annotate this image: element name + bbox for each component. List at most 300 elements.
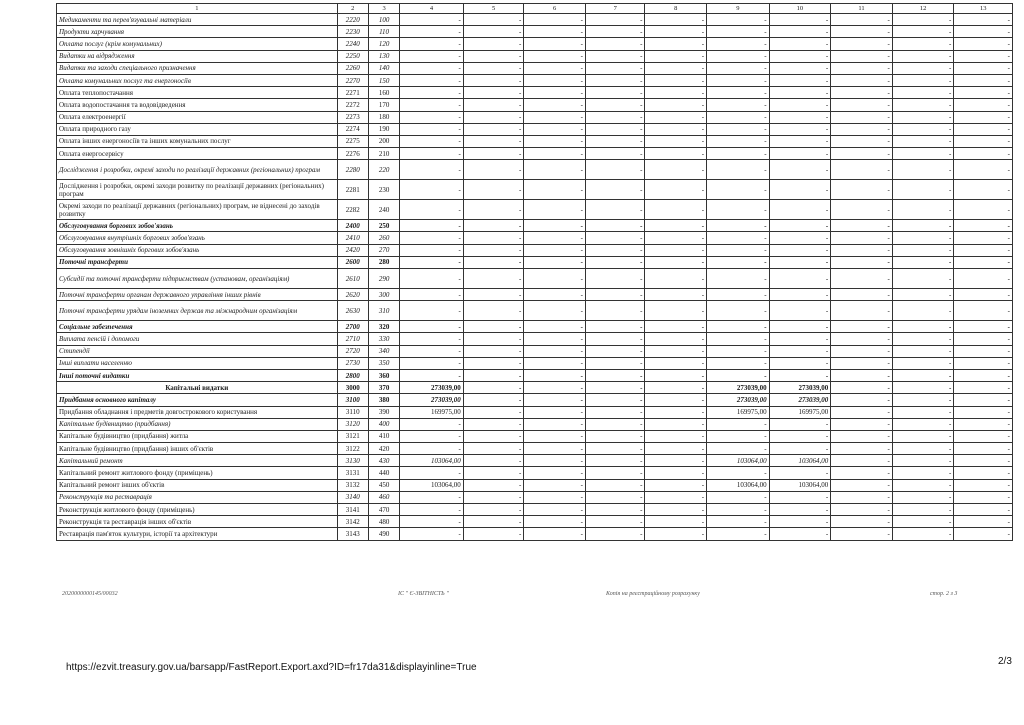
cell-col-11: - — [831, 220, 893, 232]
cell-col-8: - — [645, 369, 707, 381]
cell-col-8: - — [645, 220, 707, 232]
cell-col-6: - — [524, 491, 586, 503]
row-kekv-code: 2240 — [337, 38, 368, 50]
cell-col-5: - — [463, 50, 524, 62]
cell-col-6: - — [524, 200, 586, 220]
cell-col-9: - — [707, 74, 770, 86]
cell-col-6: - — [524, 62, 586, 74]
column-number-13: 13 — [954, 4, 1013, 14]
cell-col-8: - — [645, 479, 707, 491]
table-row — [57, 394, 1013, 406]
cell-col-10: - — [769, 321, 831, 333]
cell-col-7: - — [585, 269, 645, 289]
cell-col-9: - — [707, 14, 770, 26]
row-line-code: 340 — [368, 345, 399, 357]
cell-col-6: - — [524, 180, 586, 200]
cell-col-6: - — [524, 418, 586, 430]
browser-page-number: 2/3 — [998, 656, 1012, 667]
cell-col-13: - — [954, 357, 1013, 369]
cell-col-8: - — [645, 345, 707, 357]
cell-col-9: - — [707, 135, 770, 147]
cell-col-8: - — [645, 467, 707, 479]
cell-col-7: - — [585, 479, 645, 491]
table-row — [57, 99, 1013, 111]
row-name: Реконструкція та реставрація — [57, 491, 338, 503]
cell-col-13: - — [954, 26, 1013, 38]
cell-col-8: - — [645, 14, 707, 26]
cell-col-8: - — [645, 232, 707, 244]
cell-col-4: - — [400, 430, 464, 442]
cell-col-11: - — [831, 232, 893, 244]
cell-col-8: - — [645, 528, 707, 540]
cell-col-10: - — [769, 269, 831, 289]
cell-col-12: - — [892, 345, 954, 357]
cell-col-5: - — [463, 357, 524, 369]
cell-col-7: - — [585, 148, 645, 160]
row-line-code: 140 — [368, 62, 399, 74]
table-row — [57, 369, 1013, 381]
cell-col-5: - — [463, 479, 524, 491]
cell-col-12: - — [892, 467, 954, 479]
cell-col-9: - — [707, 289, 770, 301]
column-number-11: 11 — [831, 4, 893, 14]
cell-col-12: - — [892, 455, 954, 467]
cell-col-11: - — [831, 333, 893, 345]
cell-col-10: - — [769, 99, 831, 111]
cell-col-8: - — [645, 516, 707, 528]
table-row — [57, 269, 1013, 289]
cell-col-4: - — [400, 62, 464, 74]
column-number-9: 9 — [707, 4, 770, 14]
cell-col-13: - — [954, 382, 1013, 394]
table-row — [57, 528, 1013, 540]
cell-col-12: - — [892, 394, 954, 406]
cell-col-11: - — [831, 418, 893, 430]
row-name: Оплата водопостачання та водовідведення — [57, 99, 338, 111]
cell-col-8: - — [645, 333, 707, 345]
row-kekv-code: 2610 — [337, 269, 368, 289]
cell-col-6: - — [524, 14, 586, 26]
cell-col-9: - — [707, 220, 770, 232]
cell-col-7: - — [585, 111, 645, 123]
cell-col-6: - — [524, 301, 586, 321]
cell-col-7: - — [585, 99, 645, 111]
cell-col-6: - — [524, 455, 586, 467]
row-kekv-code: 3000 — [337, 382, 368, 394]
cell-col-9: - — [707, 38, 770, 50]
cell-col-9: 169975,00 — [707, 406, 770, 418]
cell-col-6: - — [524, 111, 586, 123]
row-name: Оплата енергосервісу — [57, 148, 338, 160]
cell-col-10: - — [769, 62, 831, 74]
cell-col-6: - — [524, 26, 586, 38]
cell-col-5: - — [463, 62, 524, 74]
cell-col-10: - — [769, 491, 831, 503]
cell-col-11: - — [831, 99, 893, 111]
table-row — [57, 443, 1013, 455]
cell-col-12: - — [892, 382, 954, 394]
cell-col-9: - — [707, 180, 770, 200]
cell-col-11: - — [831, 62, 893, 74]
row-line-code: 150 — [368, 74, 399, 86]
cell-col-11: - — [831, 14, 893, 26]
cell-col-5: - — [463, 491, 524, 503]
cell-col-7: - — [585, 26, 645, 38]
table-row — [57, 220, 1013, 232]
cell-col-4: - — [400, 357, 464, 369]
cell-col-9: - — [707, 160, 770, 180]
cell-col-4: - — [400, 99, 464, 111]
row-kekv-code: 3110 — [337, 406, 368, 418]
row-kekv-code: 2273 — [337, 111, 368, 123]
footer-doc-id: 2020000000145/00032 — [62, 591, 118, 597]
cell-col-9: - — [707, 123, 770, 135]
cell-col-4: - — [400, 180, 464, 200]
cell-col-4: - — [400, 528, 464, 540]
cell-col-6: - — [524, 232, 586, 244]
cell-col-7: - — [585, 123, 645, 135]
cell-col-7: - — [585, 504, 645, 516]
cell-col-5: - — [463, 148, 524, 160]
cell-col-10: - — [769, 345, 831, 357]
cell-col-5: - — [463, 418, 524, 430]
cell-col-8: - — [645, 160, 707, 180]
cell-col-11: - — [831, 479, 893, 491]
cell-col-7: - — [585, 135, 645, 147]
row-name: Видатки та заходи спеціального призначення — [57, 62, 338, 74]
cell-col-8: - — [645, 123, 707, 135]
cell-col-5: - — [463, 289, 524, 301]
row-kekv-code: 3132 — [337, 479, 368, 491]
cell-col-10: - — [769, 14, 831, 26]
table-row — [57, 382, 1013, 394]
row-name: Капітальне будівництво (придбання) — [57, 418, 338, 430]
cell-col-6: - — [524, 135, 586, 147]
row-line-code: 300 — [368, 289, 399, 301]
cell-col-13: - — [954, 301, 1013, 321]
cell-col-12: - — [892, 232, 954, 244]
cell-col-13: - — [954, 467, 1013, 479]
cell-col-7: - — [585, 38, 645, 50]
cell-col-13: - — [954, 87, 1013, 99]
row-line-code: 200 — [368, 135, 399, 147]
row-line-code: 490 — [368, 528, 399, 540]
row-name: Оплата інших енергоносіїв та інших комунальних послуг — [57, 135, 338, 147]
row-name: Медикаменти та перев'язувальні матеріали — [57, 14, 338, 26]
row-name: Капітальне будівництво (придбання) житла — [57, 430, 338, 442]
row-line-code: 270 — [368, 244, 399, 256]
row-line-code: 350 — [368, 357, 399, 369]
row-name: Капітальний ремонт житлового фонду (приміщень) — [57, 467, 338, 479]
cell-col-8: - — [645, 180, 707, 200]
cell-col-12: - — [892, 200, 954, 220]
cell-col-5: - — [463, 528, 524, 540]
row-name: Капітальний ремонт — [57, 455, 338, 467]
cell-col-13: - — [954, 111, 1013, 123]
cell-col-12: - — [892, 321, 954, 333]
row-line-code: 290 — [368, 269, 399, 289]
cell-col-10: - — [769, 50, 831, 62]
row-line-code: 230 — [368, 180, 399, 200]
cell-col-12: - — [892, 111, 954, 123]
cell-col-13: - — [954, 50, 1013, 62]
cell-col-11: - — [831, 148, 893, 160]
cell-col-12: - — [892, 289, 954, 301]
cell-col-12: - — [892, 74, 954, 86]
cell-col-5: - — [463, 220, 524, 232]
cell-col-6: - — [524, 430, 586, 442]
cell-col-10: - — [769, 418, 831, 430]
cell-col-10: - — [769, 516, 831, 528]
cell-col-12: - — [892, 87, 954, 99]
cell-col-9: - — [707, 369, 770, 381]
cell-col-4: - — [400, 220, 464, 232]
cell-col-6: - — [524, 345, 586, 357]
report-table-body — [57, 4, 1013, 541]
cell-col-7: - — [585, 87, 645, 99]
row-name: Продукти харчування — [57, 26, 338, 38]
cell-col-9: - — [707, 256, 770, 268]
cell-col-9: - — [707, 345, 770, 357]
cell-col-6: - — [524, 528, 586, 540]
cell-col-4: - — [400, 333, 464, 345]
cell-col-4: - — [400, 443, 464, 455]
cell-col-11: - — [831, 369, 893, 381]
row-line-code: 450 — [368, 479, 399, 491]
row-name: Дослідження і розробки, окремі заходи розвитку по реалізації державних (регіональних) програм — [57, 180, 338, 200]
row-line-code: 470 — [368, 504, 399, 516]
row-kekv-code: 3130 — [337, 455, 368, 467]
cell-col-11: - — [831, 301, 893, 321]
cell-col-8: - — [645, 87, 707, 99]
cell-col-12: - — [892, 491, 954, 503]
row-line-code: 370 — [368, 382, 399, 394]
cell-col-7: - — [585, 321, 645, 333]
cell-col-6: - — [524, 220, 586, 232]
cell-col-13: - — [954, 38, 1013, 50]
cell-col-12: - — [892, 160, 954, 180]
row-kekv-code: 2730 — [337, 357, 368, 369]
cell-col-6: - — [524, 357, 586, 369]
row-name: Придбання обладнання і предметів довгострокового користування — [57, 406, 338, 418]
cell-col-11: - — [831, 455, 893, 467]
cell-col-7: - — [585, 74, 645, 86]
row-name: Видатки на відрядження — [57, 50, 338, 62]
cell-col-7: - — [585, 430, 645, 442]
cell-col-11: - — [831, 269, 893, 289]
cell-col-13: - — [954, 289, 1013, 301]
cell-col-12: - — [892, 123, 954, 135]
cell-col-9: - — [707, 333, 770, 345]
row-kekv-code: 2620 — [337, 289, 368, 301]
cell-col-4: - — [400, 200, 464, 220]
footer-system: ІС " Є-ЗВІТНІСТЬ " — [398, 591, 449, 597]
cell-col-9: - — [707, 26, 770, 38]
row-kekv-code: 3140 — [337, 491, 368, 503]
row-line-code: 430 — [368, 455, 399, 467]
cell-col-10: - — [769, 160, 831, 180]
cell-col-4: - — [400, 232, 464, 244]
cell-col-8: - — [645, 504, 707, 516]
cell-col-5: - — [463, 321, 524, 333]
cell-col-12: - — [892, 148, 954, 160]
cell-col-12: - — [892, 443, 954, 455]
cell-col-12: - — [892, 26, 954, 38]
cell-col-10: - — [769, 232, 831, 244]
row-name: Оплата комунальних послуг та енергоносіїв — [57, 74, 338, 86]
cell-col-5: - — [463, 406, 524, 418]
row-kekv-code: 3131 — [337, 467, 368, 479]
row-kekv-code: 2282 — [337, 200, 368, 220]
cell-col-11: - — [831, 491, 893, 503]
row-kekv-code: 2274 — [337, 123, 368, 135]
cell-col-11: - — [831, 74, 893, 86]
row-name: Реставрація пам'яток культури, історії та архітектури — [57, 528, 338, 540]
table-row — [57, 491, 1013, 503]
cell-col-11: - — [831, 382, 893, 394]
cell-col-4: - — [400, 160, 464, 180]
cell-col-6: - — [524, 333, 586, 345]
table-row — [57, 123, 1013, 135]
cell-col-12: - — [892, 369, 954, 381]
cell-col-11: - — [831, 357, 893, 369]
cell-col-8: - — [645, 148, 707, 160]
cell-col-6: - — [524, 516, 586, 528]
cell-col-9: 103064,00 — [707, 455, 770, 467]
cell-col-13: - — [954, 220, 1013, 232]
cell-col-7: - — [585, 528, 645, 540]
cell-col-13: - — [954, 99, 1013, 111]
cell-col-10: - — [769, 528, 831, 540]
cell-col-9: - — [707, 232, 770, 244]
cell-col-5: - — [463, 111, 524, 123]
row-name: Обслуговування внутрішніх боргових зобов'язань — [57, 232, 338, 244]
row-kekv-code: 2275 — [337, 135, 368, 147]
row-kekv-code: 2220 — [337, 14, 368, 26]
column-number-3: 3 — [368, 4, 399, 14]
cell-col-5: - — [463, 87, 524, 99]
cell-col-7: - — [585, 50, 645, 62]
table-row — [57, 479, 1013, 491]
cell-col-13: - — [954, 504, 1013, 516]
cell-col-12: - — [892, 62, 954, 74]
row-name: Виплата пенсій і допомоги — [57, 333, 338, 345]
table-row — [57, 321, 1013, 333]
row-kekv-code: 2276 — [337, 148, 368, 160]
table-row — [57, 87, 1013, 99]
cell-col-10: - — [769, 333, 831, 345]
cell-col-12: - — [892, 333, 954, 345]
cell-col-6: - — [524, 123, 586, 135]
browser-url-text: https://ezvit.treasury.gov.ua/barsapp/FastReport.Export.axd?ID=fr17da31&displayinline=True — [66, 662, 477, 673]
table-row — [57, 200, 1013, 220]
cell-col-5: - — [463, 180, 524, 200]
cell-col-9: 103064,00 — [707, 479, 770, 491]
cell-col-6: - — [524, 244, 586, 256]
cell-col-10: - — [769, 26, 831, 38]
cell-col-11: - — [831, 289, 893, 301]
report-table — [56, 3, 1013, 541]
cell-col-12: - — [892, 244, 954, 256]
row-line-code: 400 — [368, 418, 399, 430]
cell-col-7: - — [585, 418, 645, 430]
cell-col-9: - — [707, 111, 770, 123]
table-row — [57, 50, 1013, 62]
cell-col-7: - — [585, 200, 645, 220]
row-name: Оплата природного газу — [57, 123, 338, 135]
cell-col-4: 273039,00 — [400, 394, 464, 406]
cell-col-5: - — [463, 200, 524, 220]
cell-col-4: - — [400, 26, 464, 38]
row-name: Обслуговування зовнішніх боргових зобов'язань — [57, 244, 338, 256]
cell-col-13: - — [954, 528, 1013, 540]
cell-col-8: - — [645, 321, 707, 333]
row-kekv-code: 3120 — [337, 418, 368, 430]
cell-col-13: - — [954, 62, 1013, 74]
cell-col-6: - — [524, 74, 586, 86]
row-name: Окремі заходи по реалізації державних (регіональних) програм, не віднесені до заходів розвитку — [57, 200, 338, 220]
row-kekv-code: 2700 — [337, 321, 368, 333]
cell-col-10: - — [769, 357, 831, 369]
cell-col-5: - — [463, 160, 524, 180]
cell-col-8: - — [645, 289, 707, 301]
cell-col-6: - — [524, 394, 586, 406]
cell-col-5: - — [463, 14, 524, 26]
cell-col-5: - — [463, 244, 524, 256]
row-line-code: 110 — [368, 26, 399, 38]
cell-col-9: - — [707, 357, 770, 369]
row-line-code: 330 — [368, 333, 399, 345]
cell-col-10: - — [769, 504, 831, 516]
cell-col-8: - — [645, 394, 707, 406]
table-row — [57, 180, 1013, 200]
cell-col-13: - — [954, 256, 1013, 268]
row-line-code: 440 — [368, 467, 399, 479]
cell-col-13: - — [954, 516, 1013, 528]
row-name: Поточні трансферти органам державного управління інших рівнів — [57, 289, 338, 301]
cell-col-4: - — [400, 269, 464, 289]
row-line-code: 190 — [368, 123, 399, 135]
cell-col-7: - — [585, 62, 645, 74]
row-kekv-code: 2270 — [337, 74, 368, 86]
cell-col-6: - — [524, 369, 586, 381]
row-name: Інші виплати населенню — [57, 357, 338, 369]
cell-col-13: - — [954, 418, 1013, 430]
row-line-code: 100 — [368, 14, 399, 26]
cell-col-9: - — [707, 148, 770, 160]
cell-col-9: - — [707, 430, 770, 442]
row-line-code: 320 — [368, 321, 399, 333]
cell-col-9: - — [707, 418, 770, 430]
cell-col-4: - — [400, 301, 464, 321]
cell-col-7: - — [585, 301, 645, 321]
cell-col-7: - — [585, 333, 645, 345]
row-name: Стипендії — [57, 345, 338, 357]
cell-col-10: - — [769, 443, 831, 455]
cell-col-6: - — [524, 160, 586, 180]
cell-col-12: - — [892, 430, 954, 442]
cell-col-7: - — [585, 220, 645, 232]
row-name: Реконструкція та реставрація інших об'єктів — [57, 516, 338, 528]
row-line-code: 160 — [368, 87, 399, 99]
cell-col-5: - — [463, 467, 524, 479]
row-kekv-code: 2720 — [337, 345, 368, 357]
cell-col-9: - — [707, 491, 770, 503]
cell-col-8: - — [645, 443, 707, 455]
row-line-code: 380 — [368, 394, 399, 406]
cell-col-4: - — [400, 244, 464, 256]
cell-col-8: - — [645, 62, 707, 74]
